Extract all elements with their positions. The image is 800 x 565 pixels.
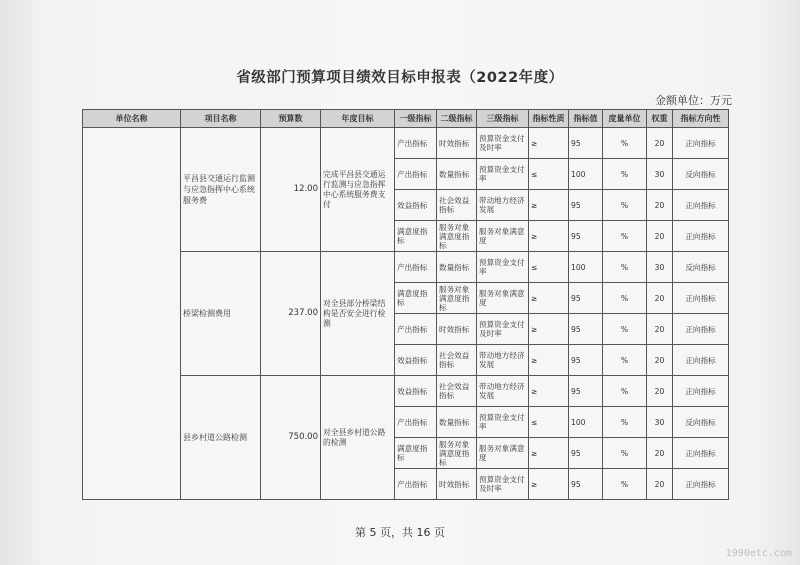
indicator-cell: % xyxy=(603,469,647,500)
indicator-cell: 反向指标 xyxy=(673,159,729,190)
indicator-cell: 服务对象满意度指标 xyxy=(437,221,477,252)
indicator-cell: 100 xyxy=(569,252,603,283)
indicator-cell: 95 xyxy=(569,283,603,314)
indicator-cell: 效益指标 xyxy=(395,345,437,376)
indicator-cell: 20 xyxy=(647,221,673,252)
indicator-cell: % xyxy=(603,376,647,407)
indicator-cell: 95 xyxy=(569,221,603,252)
indicator-cell: 服务对象满意度指标 xyxy=(437,438,477,469)
header-cell: 指标性质 xyxy=(529,110,569,128)
indicator-cell: 正向指标 xyxy=(673,221,729,252)
project-name-cell: 县乡村道公路检测 xyxy=(181,376,261,500)
indicator-cell: 满意度指标 xyxy=(395,221,437,252)
indicator-cell: 20 xyxy=(647,190,673,221)
performance-table xyxy=(82,109,729,500)
header-cell: 三级指标 xyxy=(477,110,529,128)
indicator-cell: 数量指标 xyxy=(437,159,477,190)
indicator-cell: 95 xyxy=(569,438,603,469)
indicator-cell: 数量指标 xyxy=(437,407,477,438)
indicator-cell: 反向指标 xyxy=(673,407,729,438)
indicator-cell: ≥ xyxy=(529,469,569,500)
page-number: 第 5 页，共 16 页 xyxy=(355,526,445,539)
indicator-cell: 20 xyxy=(647,376,673,407)
indicator-cell: 95 xyxy=(569,469,603,500)
indicator-cell: 预算资金支付及时率 xyxy=(477,469,529,500)
table-body xyxy=(83,128,729,500)
indicator-cell: 产出指标 xyxy=(395,128,437,159)
indicator-cell: 时效指标 xyxy=(437,314,477,345)
indicator-cell: % xyxy=(603,283,647,314)
indicator-cell: 带动地方经济发展 xyxy=(477,345,529,376)
indicator-cell: % xyxy=(603,159,647,190)
indicator-cell: 产出指标 xyxy=(395,469,437,500)
indicator-cell: 正向指标 xyxy=(673,128,729,159)
header-cell: 一级指标 xyxy=(395,110,437,128)
indicator-cell: 时效指标 xyxy=(437,469,477,500)
indicator-cell: 时效指标 xyxy=(437,128,477,159)
indicator-cell: 社会效益指标 xyxy=(437,376,477,407)
indicator-cell: 社会效益指标 xyxy=(437,190,477,221)
annual-goal-cell: 对全县部分桥梁结构是否安全进行检测 xyxy=(321,252,395,376)
indicator-cell: 服务对象满意度 xyxy=(477,283,529,314)
indicator-cell: ≥ xyxy=(529,376,569,407)
indicator-cell: ≤ xyxy=(529,407,569,438)
budget-cell: 12.00 xyxy=(261,128,321,252)
indicator-cell: % xyxy=(603,128,647,159)
indicator-cell: 效益指标 xyxy=(395,376,437,407)
indicator-cell: ≤ xyxy=(529,252,569,283)
project-name-cell: 桥梁检测费用 xyxy=(181,252,261,376)
indicator-cell: % xyxy=(603,407,647,438)
header-cell: 指标值 xyxy=(569,110,603,128)
indicator-cell: 预算资金支付率 xyxy=(477,407,529,438)
header-cell: 指标方向性 xyxy=(673,110,729,128)
indicator-cell: 效益指标 xyxy=(395,190,437,221)
indicator-cell: 产出指标 xyxy=(395,407,437,438)
indicator-cell: 30 xyxy=(647,407,673,438)
annual-goal-cell: 对全县乡村道公路的检测 xyxy=(321,376,395,500)
indicator-cell: 95 xyxy=(569,314,603,345)
indicator-cell: 带动地方经济发展 xyxy=(477,190,529,221)
indicator-cell: 正向指标 xyxy=(673,376,729,407)
indicator-cell: 30 xyxy=(647,159,673,190)
annual-goal-cell: 完成平昌县交通运行监测与应急指挥中心系统服务费支付 xyxy=(321,128,395,252)
indicator-cell: % xyxy=(603,190,647,221)
header-cell: 项目名称 xyxy=(181,110,261,128)
indicator-cell: % xyxy=(603,345,647,376)
project-name-cell: 平昌县交通运行监测与应急指挥中心系统服务费 xyxy=(181,128,261,252)
indicator-cell: 100 xyxy=(569,407,603,438)
indicator-cell: 服务对象满意度 xyxy=(477,221,529,252)
indicator-cell: 预算资金支付率 xyxy=(477,252,529,283)
indicator-cell: ≥ xyxy=(529,221,569,252)
budget-cell: 750.00 xyxy=(261,376,321,500)
indicator-cell: 20 xyxy=(647,314,673,345)
indicator-cell: 服务对象满意度指标 xyxy=(437,283,477,314)
indicator-cell: 预算资金支付率 xyxy=(477,159,529,190)
indicator-cell: 20 xyxy=(647,345,673,376)
indicator-cell: 95 xyxy=(569,376,603,407)
indicator-cell: 正向指标 xyxy=(673,438,729,469)
indicator-cell: 正向指标 xyxy=(673,314,729,345)
indicator-cell: 100 xyxy=(569,159,603,190)
budget-cell: 237.00 xyxy=(261,252,321,376)
indicator-cell: ≥ xyxy=(529,128,569,159)
amount-unit-label: 金额单位：万元 xyxy=(655,94,732,107)
indicator-cell: 预算资金支付及时率 xyxy=(477,128,529,159)
indicator-cell: ≥ xyxy=(529,345,569,376)
indicator-cell: 95 xyxy=(569,190,603,221)
indicator-cell: % xyxy=(603,221,647,252)
watermark: 1990etc.com xyxy=(725,548,792,559)
indicator-cell: 20 xyxy=(647,438,673,469)
header-cell: 年度目标 xyxy=(321,110,395,128)
indicator-cell: ≥ xyxy=(529,438,569,469)
indicator-cell: 反向指标 xyxy=(673,252,729,283)
indicator-cell: 满意度指标 xyxy=(395,438,437,469)
indicator-cell: 20 xyxy=(647,283,673,314)
indicator-cell: 95 xyxy=(569,345,603,376)
indicator-cell: 社会效益指标 xyxy=(437,345,477,376)
indicator-cell: 20 xyxy=(647,469,673,500)
indicator-cell: 产出指标 xyxy=(395,252,437,283)
indicator-cell: 正向指标 xyxy=(673,283,729,314)
indicator-cell: 20 xyxy=(647,128,673,159)
indicator-cell: 产出指标 xyxy=(395,159,437,190)
header-cell: 二级指标 xyxy=(437,110,477,128)
table-row xyxy=(83,128,729,159)
indicator-cell: 95 xyxy=(569,128,603,159)
header-cell: 单位名称 xyxy=(83,110,181,128)
performance-table-wrapper xyxy=(82,109,728,500)
page-title: 省级部门预算项目绩效目标申报表（2022年度） xyxy=(236,70,564,86)
indicator-cell: 正向指标 xyxy=(673,190,729,221)
header-cell: 预算数 xyxy=(261,110,321,128)
indicator-cell: % xyxy=(603,252,647,283)
indicator-cell: ≥ xyxy=(529,190,569,221)
table-header-row xyxy=(83,110,729,128)
indicator-cell: ≥ xyxy=(529,314,569,345)
indicator-cell: ≥ xyxy=(529,283,569,314)
unit-name-cell xyxy=(83,128,181,500)
indicator-cell: % xyxy=(603,438,647,469)
indicator-cell: % xyxy=(603,314,647,345)
indicator-cell: 30 xyxy=(647,252,673,283)
indicator-cell: 数量指标 xyxy=(437,252,477,283)
indicator-cell: 带动地方经济发展 xyxy=(477,376,529,407)
indicator-cell: ≤ xyxy=(529,159,569,190)
indicator-cell: 预算资金支付及时率 xyxy=(477,314,529,345)
indicator-cell: 服务对象满意度 xyxy=(477,438,529,469)
header-cell: 权重 xyxy=(647,110,673,128)
indicator-cell: 正向指标 xyxy=(673,469,729,500)
indicator-cell: 正向指标 xyxy=(673,345,729,376)
indicator-cell: 满意度指标 xyxy=(395,283,437,314)
header-cell: 度量单位 xyxy=(603,110,647,128)
indicator-cell: 产出指标 xyxy=(395,314,437,345)
